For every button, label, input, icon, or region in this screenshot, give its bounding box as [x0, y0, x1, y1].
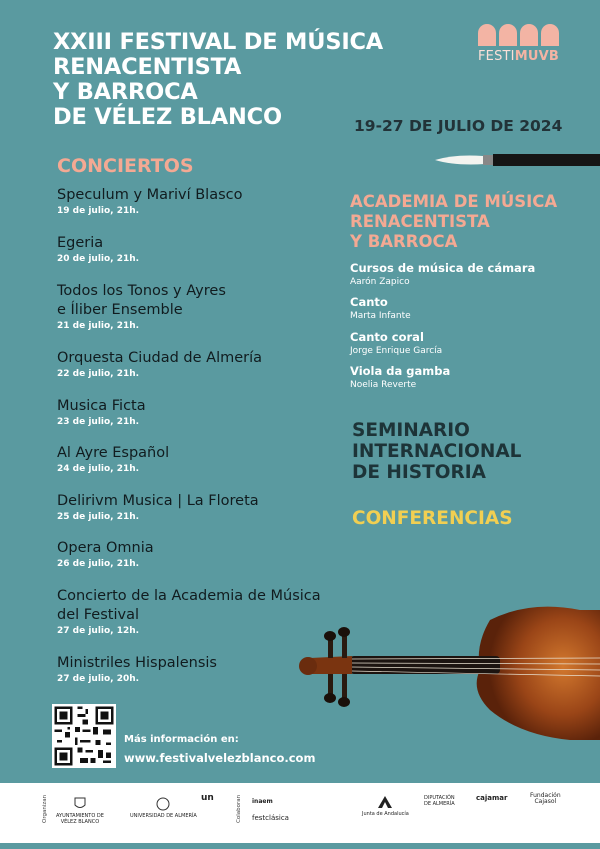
concert-date: 25 de julio, 21h. [57, 512, 140, 522]
sponsor-name: un [201, 793, 214, 803]
conferences-heading: CONFERENCIAS [352, 508, 513, 529]
concert-item [57, 587, 321, 636]
concert-item [57, 539, 154, 569]
concert-name: Opera Omnia [57, 540, 154, 556]
concert-name: Musica Ficta [57, 398, 146, 414]
concert-item [57, 234, 139, 264]
festival-title [53, 30, 383, 130]
junta-andalucia-icon [377, 795, 393, 809]
logo-text-part2: MUVB [514, 49, 559, 64]
course-teacher: Jorge Enrique García [350, 346, 443, 356]
title-line: RENACENTISTA [53, 54, 242, 80]
course-item [350, 364, 450, 390]
concert-name: Egeria [57, 235, 104, 251]
title-line: XXIII FESTIVAL DE MÚSICA [53, 29, 384, 55]
more-info-label: Más información en: [124, 734, 239, 745]
concert-date: 22 de julio, 21h. [57, 369, 140, 379]
concert-date: 27 de julio, 20h. [57, 674, 140, 684]
title-line: Y BARROCA [53, 79, 198, 105]
sponsor-logo-diputacion [424, 795, 455, 807]
sponsor-name: inaem [252, 798, 273, 805]
course-teacher: Marta Infante [350, 311, 411, 321]
seminar-heading [352, 420, 521, 483]
organizan-label: Organizan [42, 794, 48, 823]
logo-text-part1: FESTI [478, 49, 515, 64]
violin-icon [290, 600, 600, 740]
concert-date: 19 de julio, 21h. [57, 206, 140, 216]
concert-item [57, 654, 217, 684]
seminar-heading-line: DE HISTORIA [352, 462, 486, 483]
coat-of-arms-icon [73, 797, 87, 811]
university-seal-icon [156, 797, 170, 811]
concert-name: Delirivm Musica | La Floreta [57, 493, 259, 509]
sponsor-logo-junta [362, 795, 409, 817]
course-name: Canto [350, 295, 388, 309]
concert-name: Ministriles Hispalensis [57, 655, 217, 671]
concert-name: e Íliber Ensemble [57, 302, 183, 318]
sponsors-bar [0, 783, 600, 843]
concert-date: 20 de julio, 21h. [57, 254, 140, 264]
concert-date: 27 de julio, 12h. [57, 626, 140, 636]
academy-heading-line: ACADEMIA DE MÚSICA [350, 192, 558, 211]
course-teacher: Noelia Reverte [350, 380, 417, 390]
concert-date: 24 de julio, 21h. [57, 464, 140, 474]
academy-heading-line: Y BARROCA [350, 232, 458, 251]
concert-date: 26 de julio, 21h. [57, 559, 140, 569]
sponsor-name: Cajasol [534, 798, 557, 805]
concert-date: 23 de julio, 21h. [57, 417, 140, 427]
course-item [350, 261, 535, 287]
concert-item [57, 397, 146, 427]
sponsor-name: Fundación [530, 792, 561, 799]
concert-name: Concierto de la Academia de Música [57, 588, 321, 604]
concert-item [57, 186, 243, 216]
festimuvb-logo [478, 24, 560, 64]
sponsor-logo-ayuntamiento [56, 797, 104, 825]
website-link[interactable]: www.festivalvelezblanco.com [124, 751, 316, 765]
course-name: Viola da gamba [350, 364, 451, 378]
concert-item [57, 349, 262, 379]
concert-item [57, 282, 226, 331]
seminar-heading-line: SEMINARIO [352, 420, 470, 441]
course-name: Cursos de música de cámara [350, 261, 536, 275]
seminar-heading-line: INTERNACIONAL [352, 441, 522, 462]
concert-name: Speculum y Mariví Blasco [57, 187, 243, 203]
sponsor-logo-un [201, 795, 214, 801]
sponsor-logo-inaem [252, 799, 273, 805]
calligraphy-brush-icon [435, 150, 600, 170]
concert-name: Todos los Tonos y Ayres [57, 283, 226, 299]
course-item [350, 330, 442, 356]
sponsor-name: festclásica [252, 814, 289, 822]
sponsor-name: UNIVERSIDAD DE ALMERÍA [130, 813, 197, 819]
concerts-heading: CONCIERTOS [57, 155, 194, 177]
sponsor-name: DE ALMERÍA [424, 801, 455, 807]
course-teacher: Aarón Zapico [350, 277, 410, 287]
concert-name: del Festival [57, 607, 139, 623]
concert-name: Orquesta Ciudad de Almería [57, 350, 263, 366]
course-name: Canto coral [350, 330, 424, 344]
concert-item [57, 492, 259, 522]
concert-name: Al Ayre Español [57, 445, 170, 461]
qr-code-icon [52, 704, 116, 768]
concert-date: 21 de julio, 21h. [57, 321, 140, 331]
title-line: DE VÉLEZ BLANCO [53, 104, 282, 130]
sponsor-logo-cajamar [476, 795, 507, 801]
festival-dates: 19-27 DE JULIO DE 2024 [354, 117, 563, 135]
sponsor-logo-festclasica [252, 815, 289, 821]
sponsor-name: AYUNTAMIENTO DE [56, 813, 104, 819]
logo-text [478, 49, 560, 64]
sponsor-name: Junta de Andalucía [362, 811, 409, 817]
academy-heading [350, 192, 557, 252]
colaboran-label: Colaboran [236, 794, 242, 823]
academy-heading-line: RENACENTISTA [350, 212, 490, 231]
sponsor-name: cajamar [476, 794, 508, 802]
concert-item [57, 444, 169, 474]
sponsor-logo-ual [130, 797, 197, 819]
sponsor-name: DIPUTACIÓN [424, 795, 455, 801]
sponsor-name: VÉLEZ BLANCO [60, 819, 100, 825]
course-item [350, 295, 411, 321]
logo-arches-icon [478, 24, 560, 46]
sponsor-logo-cajasol [530, 793, 561, 805]
